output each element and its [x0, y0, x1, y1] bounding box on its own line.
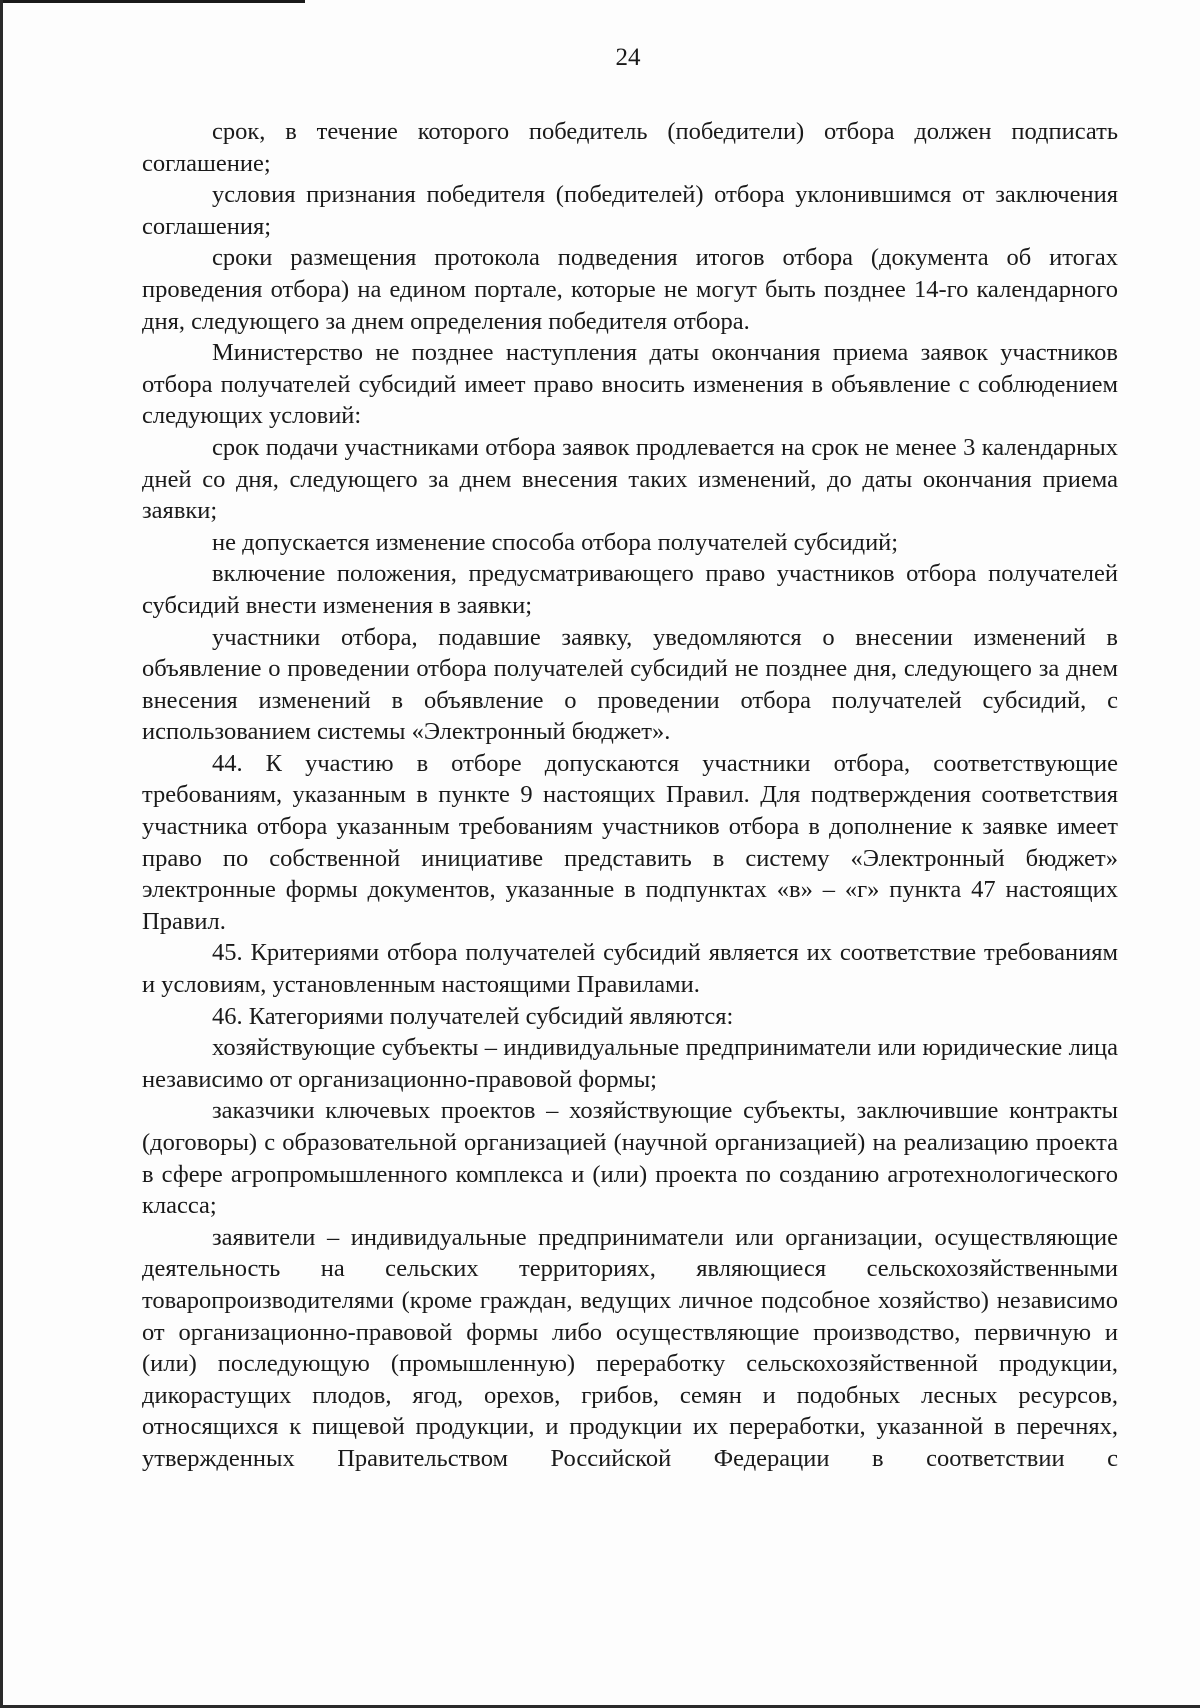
paragraph-item-44: 44. К участию в отборе допускаются участники отбора, соответствующие требованиям, указанным в пункте 9 настоящих Правил. Для подтверждения соответствия участника отбора указанным требованиям участников отбора в дополнение к заявке имеет право по собственной инициативе представить в систему «Электронный бюджет» электронные формы документов, указанные в подпунктах «в» – «г» пункта 47 настоящих Правил. [142, 749, 1118, 935]
paragraph-evasion-conditions: условия признания победителя (победителей) отбора уклонившимся от заключения соглашения; [142, 181, 1118, 240]
paragraph-protocol-deadlines: сроки размещения протокола подведения итогов отбора (документа об итогах проведения отбора) на едином портале, которые не могут быть позднее 14-го календарного дня, следующего за днем определения победителя отбора. [142, 244, 1118, 335]
paragraph-item-45: 45. Критериями отбора получателей субсидий является их соответствие требованиям и условиям, установленным настоящими Правилами. [142, 939, 1118, 999]
paragraph-signing-deadline: срок, в течение которого победитель (победители) отбора должен подписать соглашение; [142, 118, 1118, 177]
paragraph-applicants: заявители – индивидуальные предприниматели или организации, осуществляющие деятельность на сельских территориях, являющиеся сельскохозяйственными товаропроизводителями (кроме граждан, ведущих личное подсобное хозяйство) независимо от организационно-правовой формы либо осуществляющие производство, первичную и (или) последующую (промышленную) переработку сельскохозяйственной продукции, дикорастущих плодов, ягод, орехов, грибов, семян и подобных лесных ресурсов, относящихся к пищевой продукции, и продукции их переработки, указанной в перечнях, утвержденных Правительством Российской Федерации в соответствии с [142, 1223, 1118, 1472]
document-body [142, 116, 1118, 1475]
page-number: 24 [615, 44, 641, 71]
paragraph-method-unchanged: не допускается изменение способа отбора получателей субсидий; [212, 528, 899, 556]
paragraph-participant-notification: участники отбора, подавшие заявку, уведомляются о внесении изменений в объявление о проведении отбора получателей субсидий не позднее дня, следующего за днем внесения изменений в объявление о проведении отбора получателей субсидий, с использованием системы «Электронный бюджет». [142, 623, 1118, 746]
paragraph-ministry-changes: Министерство не позднее наступления даты окончания приема заявок участников отбора получателей субсидий имеет право вносить изменения в объявление с соблюдением следующих условий: [142, 339, 1118, 430]
paragraph-deadline-extension: срок подачи участниками отбора заявок продлевается на срок не менее 3 календарных дней со дня, следующего за днем внесения таких изменений, до даты окончания приема заявки; [142, 433, 1118, 525]
scan-border-top [0, 0, 305, 3]
paragraph-item-46: 46. Категориями получателей субсидий являются: [212, 1002, 734, 1030]
paragraph-business-entities: хозяйствующие субъекты – индивидуальные предприниматели или юридические лица независимо от организационно-правовой формы; [142, 1034, 1118, 1093]
scan-border-left [0, 0, 3, 1708]
paragraph-application-changes: включение положения, предусматривающего право участников отбора получателей субсидий внести изменения в заявки; [142, 560, 1118, 619]
paragraph-key-project-customers: заказчики ключевых проектов – хозяйствующие субъекты, заключившие контракты (договоры) с образовательной организацией (научной организацией) на реализацию проекта в сфере агропромышленного комплекса и (или) проекта по созданию агротехнологического класса; [142, 1097, 1118, 1220]
